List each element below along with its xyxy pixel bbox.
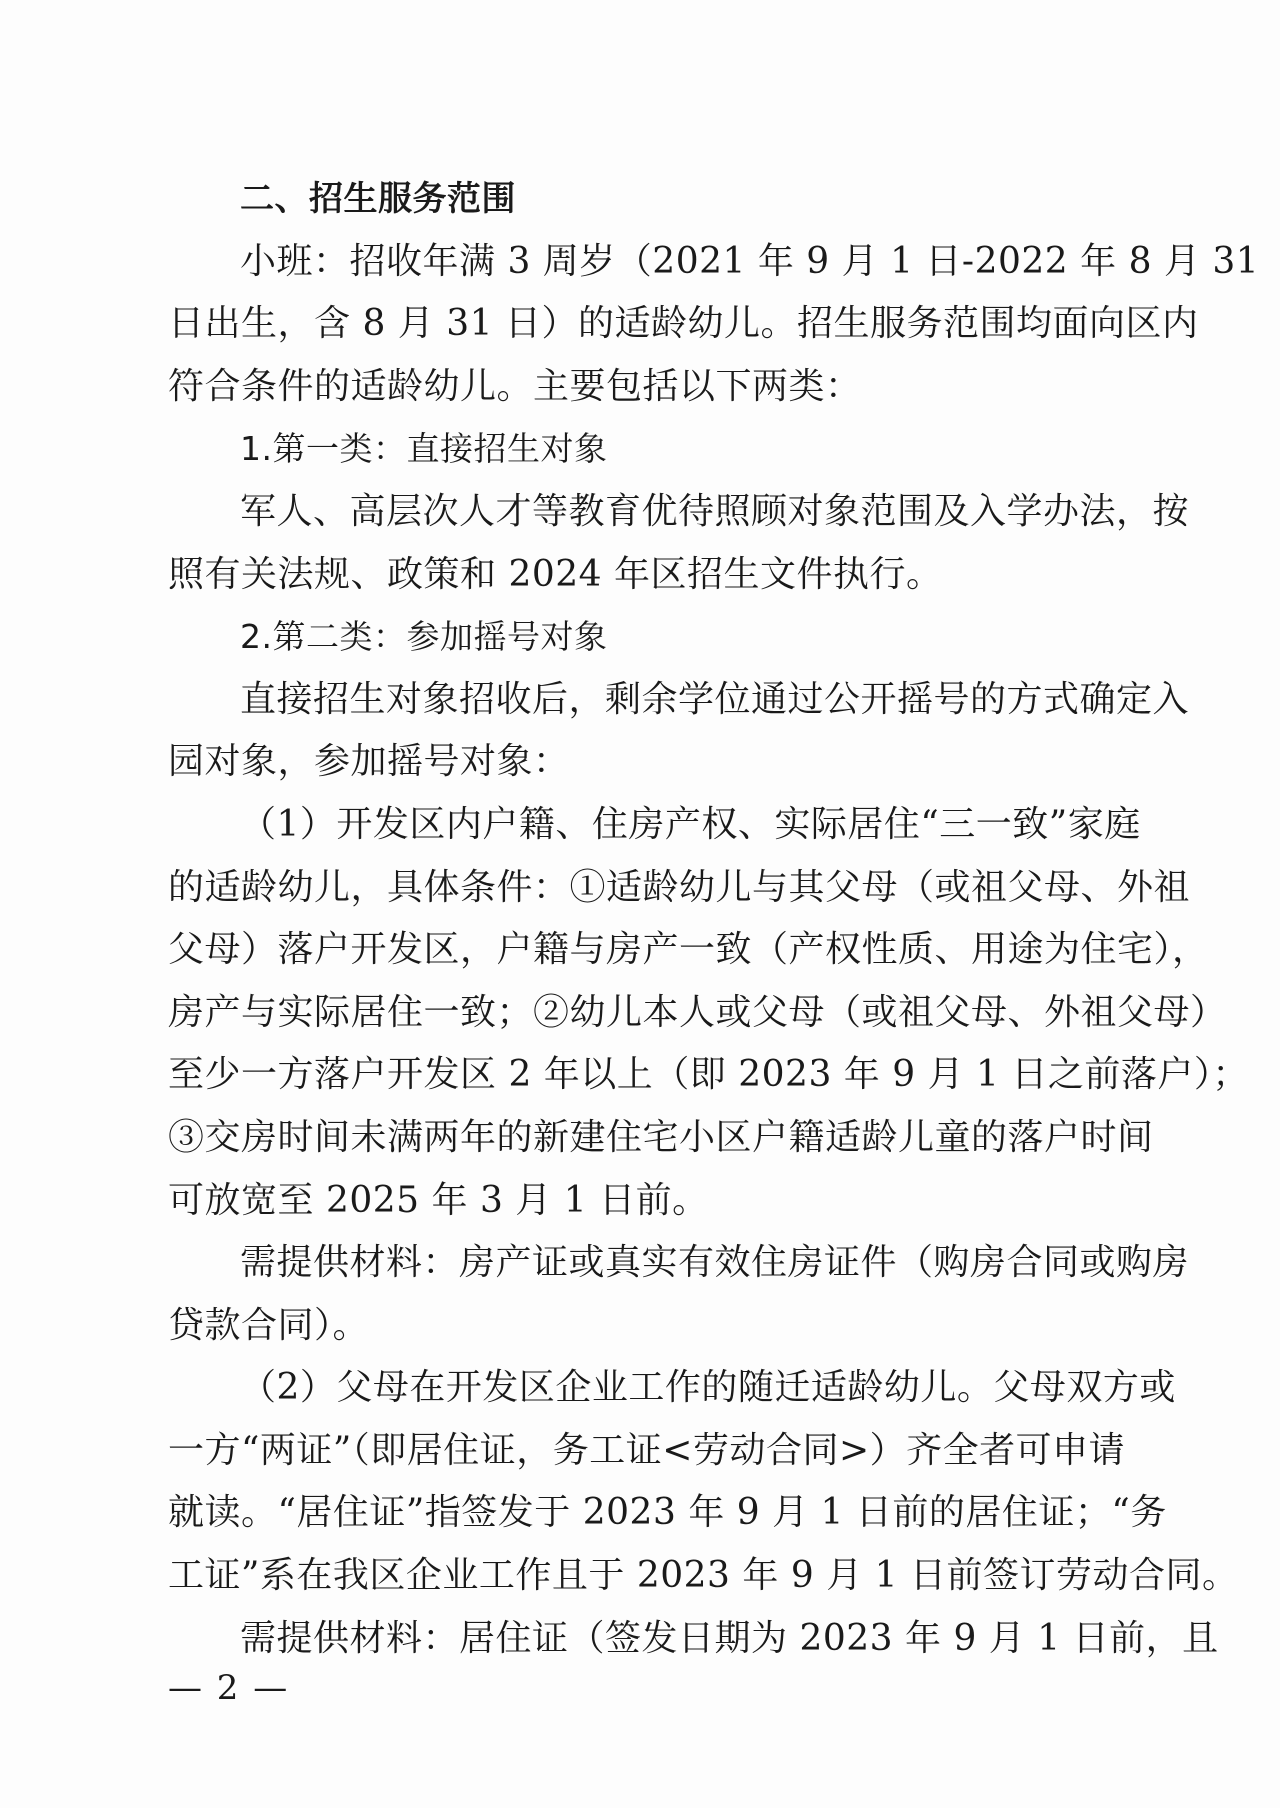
paragraph-line: 父母）落户开发区，户籍与房产一致（产权性质、用途为住宅）， xyxy=(168,929,1209,971)
paragraph-line: 一方“两证”（即居住证，务工证<劳动合同>）齐全者可申请 xyxy=(168,1429,1126,1471)
paragraph-line: 需提供材料：居住证（签发日期为 2023 年 9 月 1 日前，且 xyxy=(240,1617,1219,1659)
paragraph-line: 小班：招收年满 3 周岁（2021 年 9 月 1 日-2022 年 8 月 31 xyxy=(240,240,1260,282)
paragraph-line: 园对象，参加摇号对象： xyxy=(168,741,570,783)
paragraph-line: 的适龄幼儿，具体条件：①适龄幼儿与其父母（或祖父母、外祖 xyxy=(168,866,1191,908)
paragraph-line: 可放宽至 2025 年 3 月 1 日前。 xyxy=(168,1179,709,1221)
paragraph-line: 照有关法规、政策和 2024 年区招生文件执行。 xyxy=(168,553,943,595)
paragraph-line: 房产与实际居住一致；②幼儿本人或父母（或祖父母、外祖父母） xyxy=(168,991,1227,1033)
subsection-heading: 1.第一类：直接招生对象 xyxy=(240,429,608,469)
paragraph-line: ③交房时间未满两年的新建住宅小区户籍适龄儿童的落户时间 xyxy=(168,1116,1154,1158)
paragraph-line: （2）父母在开发区企业工作的随迁适龄幼儿。父母双方或 xyxy=(240,1367,1176,1409)
paragraph-line: 工证”系在我区企业工作且于 2023 年 9 月 1 日前签订劳动合同。 xyxy=(168,1555,1239,1597)
paragraph-line: 至少一方落户开发区 2 年以上（即 2023 年 9 月 1 日之前落户）； xyxy=(168,1054,1249,1096)
page-number: — 2 — xyxy=(168,1668,290,1708)
paragraph-line: 需提供材料：房产证或真实有效住房证件（购房合同或购房 xyxy=(240,1242,1190,1284)
paragraph-line: 军人、高层次人才等教育优待照顾对象范围及入学办法，按 xyxy=(240,490,1190,532)
section-heading: 二、招生服务范围 xyxy=(240,179,516,219)
paragraph-line: 贷款合同）。 xyxy=(168,1304,370,1346)
paragraph-line: （1）开发区内户籍、住房产权、实际居住“三一致”家庭 xyxy=(240,803,1141,845)
paragraph-line: 直接招生对象招收后，剩余学位通过公开摇号的方式确定入 xyxy=(240,678,1190,720)
subsection-heading: 2.第二类：参加摇号对象 xyxy=(240,617,608,657)
paragraph-line: 就读。“居住证”指签发于 2023 年 9 月 1 日前的居住证；“务 xyxy=(168,1492,1167,1534)
document-body xyxy=(168,168,1260,1670)
paragraph-line: 符合条件的适龄幼儿。主要包括以下两类： xyxy=(168,365,862,407)
paragraph-line: 日出生，含 8 月 31 日）的适龄幼儿。招生服务范围均面向区内 xyxy=(168,303,1199,345)
